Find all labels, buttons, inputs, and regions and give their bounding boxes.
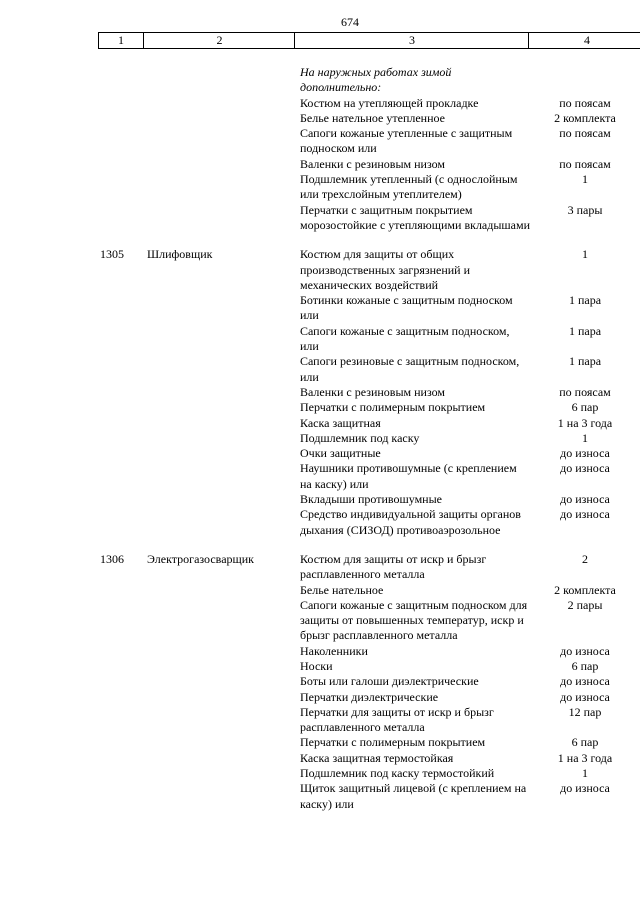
list-item: [0, 385, 640, 400]
item-quantity: 1 пара: [568, 354, 602, 369]
item-name: Ботинки кожаные с защитным подноском или: [300, 293, 513, 323]
item-name: Наушники противошумные (с креплением на каску) или: [300, 461, 517, 491]
section-gap: [0, 538, 640, 552]
item-name: Перчатки с полимерным покрытием: [300, 735, 486, 750]
list-item: [0, 111, 640, 126]
item-quantity: 1 на 3 года: [557, 415, 613, 430]
list-item: [0, 461, 640, 492]
intro-items: [0, 96, 640, 234]
list-item: [0, 416, 640, 431]
list-item: [0, 157, 640, 172]
item-name: Сапоги кожаные с защитным подноском для защиты от повышенных температур, искр и брызг расплавленного металла: [300, 597, 528, 643]
section-gap: [0, 233, 640, 247]
list-item: [0, 766, 640, 781]
list-item: [0, 507, 640, 538]
list-item: [0, 431, 640, 446]
item-quantity: до износа: [560, 689, 610, 704]
item-quantity: 1: [582, 430, 588, 445]
item-name: Белье нательное утепленное: [300, 110, 445, 125]
item-quantity: 6 пар: [571, 735, 599, 750]
item-quantity: по поясам: [559, 156, 611, 171]
item-name: Боты или галоши диэлектрические: [300, 674, 479, 689]
list-item: [0, 446, 640, 461]
item-name: Перчатки для защиты от искр и брызг расплавленного металла: [300, 704, 494, 735]
item-code: 1305: [100, 247, 124, 262]
list-item: [0, 751, 640, 766]
item-name: Валенки с резиновым низом: [300, 384, 446, 399]
item-name: Вкладыши противошумные: [300, 492, 442, 507]
list-item: [0, 126, 640, 157]
item-quantity: до износа: [560, 781, 610, 796]
item-name: Перчатки с защитным покрытием морозостойкие с утепляющими вкладышами: [300, 202, 531, 232]
item-name: Сапоги кожаные с защитным подноском, или: [300, 323, 510, 354]
item-name: Щиток защитный лицевой (с креплением на каску) или: [300, 781, 527, 811]
list-item: [0, 492, 640, 507]
sections: [0, 233, 640, 812]
list-item: [0, 690, 640, 705]
list-item: [0, 552, 640, 583]
list-item: [0, 583, 640, 598]
list-item: [0, 659, 640, 674]
item-quantity: 3 пары: [567, 202, 603, 217]
list-item: [0, 172, 640, 203]
item-name: Подшлемник под каску термостойкий: [300, 766, 495, 781]
header-col-2: 2: [143, 33, 295, 48]
item-name: Сапоги кожаные утепленные с защитным подноском или: [300, 126, 513, 156]
list-item: [0, 705, 640, 736]
list-item: [0, 293, 640, 324]
item-name: Костюм для защиты от общих производственных загрязнений и механических воздействий: [300, 247, 471, 292]
item-quantity: до износа: [560, 507, 610, 522]
item-quantity: по поясам: [559, 384, 611, 399]
item-quantity: 1: [582, 247, 588, 262]
item-quantity: 2 пары: [567, 597, 603, 612]
list-item: [0, 644, 640, 659]
intro-title: На наружных работах зимой дополнительно:: [300, 65, 452, 95]
item-quantity: 12 пар: [568, 704, 602, 719]
item-quantity: до износа: [560, 446, 610, 461]
item-quantity: 1 на 3 года: [557, 750, 613, 765]
item-quantity: по поясам: [559, 95, 611, 110]
item-name: Подшлемник под каску: [300, 430, 420, 445]
list-item: [0, 324, 640, 355]
list-item: [0, 598, 640, 644]
list-item: [0, 400, 640, 415]
item-quantity: по поясам: [559, 126, 611, 141]
document-body: [0, 65, 640, 812]
profession-name: Электрогазосварщик: [147, 551, 255, 566]
item-quantity: до износа: [560, 461, 610, 476]
item-name: Костюм для защиты от искр и брызг расплавленного металла: [300, 551, 487, 582]
item-quantity: 6 пар: [571, 400, 599, 415]
item-quantity: 2: [582, 551, 588, 566]
item-quantity: 6 пар: [571, 658, 599, 673]
item-name: Сапоги резиновые с защитным подноском, или: [300, 354, 520, 384]
item-quantity: до износа: [560, 643, 610, 658]
header-col-1: 1: [118, 33, 124, 47]
item-quantity: 1 пара: [568, 323, 602, 338]
list-item: [0, 674, 640, 689]
item-quantity: 1: [582, 172, 588, 187]
item-name: Валенки с резиновым низом: [300, 156, 446, 171]
item-name: Перчатки с полимерным покрытием: [300, 400, 486, 415]
list-item: [0, 354, 640, 385]
item-quantity: 2 комплекта: [554, 110, 616, 125]
item-name: Наколенники: [300, 643, 368, 658]
item-name: Белье нательное: [300, 582, 384, 597]
list-item: [0, 781, 640, 812]
item-quantity: до износа: [560, 492, 610, 507]
list-item: [0, 96, 640, 111]
list-item: [0, 247, 640, 293]
item-name: Носки: [300, 658, 333, 673]
page-number: 674: [341, 15, 359, 29]
item-name: Каска защитная термостойкая: [300, 750, 454, 765]
header-col-4: 4: [528, 33, 640, 48]
intro-title-row: [0, 65, 640, 96]
item-quantity: 1: [582, 766, 588, 781]
item-quantity: 1 пара: [568, 293, 602, 308]
table-header: [98, 32, 640, 49]
item-name: Костюм на утепляющей прокладке: [300, 95, 479, 110]
profession-name: Шлифовщик: [147, 247, 213, 262]
item-name: Очки защитные: [300, 446, 381, 461]
item-quantity: 2 комплекта: [554, 582, 616, 597]
item-name: Средство индивидуальной защиты органов дыхания (СИЗОД) противоаэрозольное: [300, 507, 521, 537]
list-item: [0, 203, 640, 234]
item-code: 1306: [100, 551, 124, 566]
list-item: [0, 735, 640, 750]
item-name: Подшлемник утепленный (с однослойным или трехслойным утеплителем): [300, 172, 518, 202]
item-name: Каска защитная: [300, 415, 381, 430]
item-quantity: до износа: [560, 674, 610, 689]
item-name: Перчатки диэлектрические: [300, 689, 439, 704]
header-col-3: 3: [294, 33, 529, 48]
